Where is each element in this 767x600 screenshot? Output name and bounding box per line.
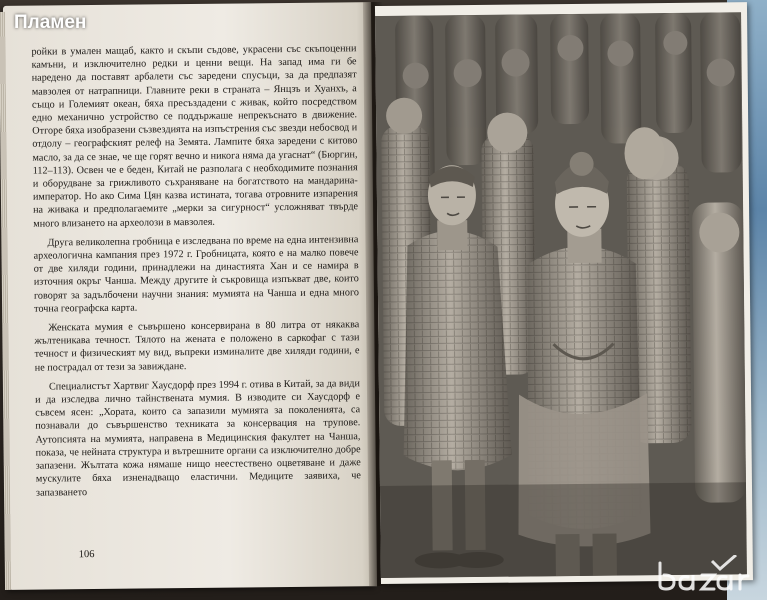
paragraph-2: Друга великолепна гробница е изследвана по време на една интензивна археологична кампания през 1972 г. Гробницата, която е на малко повече от две хиляди години, принадлежи на династията Хан и се намира в източния окръг Чанша. Между другите ѝ съкровища изпъкват две, които говорят за задълбочени научни знания: мумията на Чанша и една много точна географска карта. [33, 234, 360, 315]
terracotta-warriors-photo [375, 12, 747, 578]
right-page [375, 2, 753, 584]
page-number: 106 [78, 549, 95, 561]
paragraph-1: ройки в умален мащаб, както и скъпи съдове, украсени със скъпоценни камъни, и изключително редки и ценни вещи. На запад има ги бе наредено да поставят арбалети със заредени спусъци, за да предпазят мавзолея от натрапници. Главните реки в страната – Янцзъ и Хуанхъ, а също и Големият океан, бяха пресъздадени с живак, който посредством едно механично устройство се поддържаше непрекъснато в движение. Отгоре бяха изобразени съзвездията на изпъстрения със звезди небосвод и отдолу – географският релеф на Земята. Лампите бяха заредени с китово масло, за да се знае, че ще горят вечно и никога няма да угаснат“ (Бюргин, 112–113). Освен че е беден, Китай не разполага с необходимите познания и оборудване за грижливото съхраняване на богатството на мандарина-император. Но ако Сима Цян казва истината, тогава отровните изпарения на живака и предполагаемите „мерки за сигурност“ усложняват твърде много влизането на археолози в мавзолея. [31, 43, 359, 230]
page-text [31, 42, 361, 499]
bazar-logo-watermark [652, 555, 760, 595]
paragraph-4: Специалистът Хартвиг Хаусдорф през 1994 г. отива в Китай, за да види и да изследва лично тайнствената мумия. В изводите си Хаусдорф е съвсем ясен: „Хората, които са запазили мумията за поколенията, са познавали до съвършенство техниката за консервация на трупове. Аутопсията на мумията, направена в Медицинския факултет на Чанша, показа, че нейната структура и вътрешните органи са изключително добре запазени. Жълтата кожа нямаше нищо неестествено оцветяване и даже мускулите бяха изненадващо еластични. Медиците заявиха, че запазването [35, 378, 361, 499]
left-page [3, 2, 377, 590]
seller-watermark: Пламен [14, 12, 87, 33]
open-book [3, 0, 761, 596]
paragraph-3: Женската мумия е съвършено консервирана в 80 литра от някаква жълтеникава течност. Тялото на жената е положено в саркофаг с тази течност и физическият му вид, въпреки изминалите две хиляди години, е не пострадал от тези за завиждане. [34, 319, 360, 374]
